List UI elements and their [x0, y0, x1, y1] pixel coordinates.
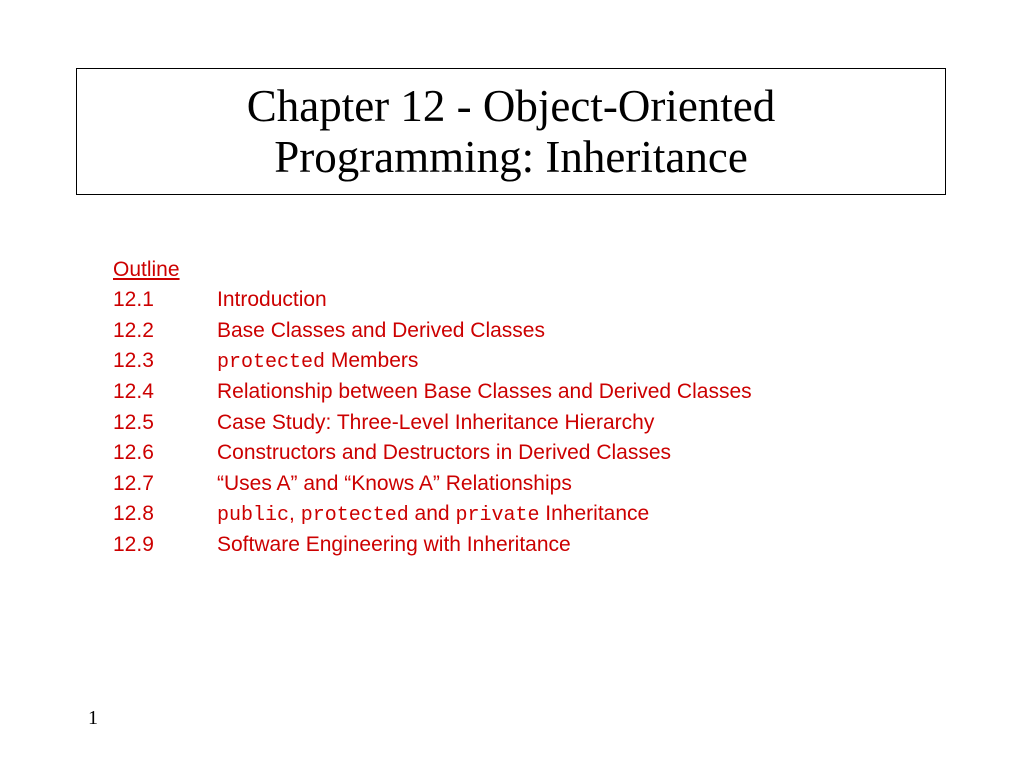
slide-title-line-2: Programming: Inheritance: [274, 132, 748, 182]
outline-item-text: ,: [289, 502, 301, 525]
outline-item-text: and: [408, 502, 456, 525]
code-keyword: public: [217, 504, 290, 527]
outline-item-number: 12.9: [113, 533, 154, 556]
outline-item-title: “Uses A” and “Knows A” Relationships: [217, 472, 572, 495]
outline-heading: Outline: [113, 258, 180, 281]
outline-item-number: 12.1: [113, 288, 154, 311]
outline-item-number: 12.5: [113, 411, 154, 434]
code-keyword: private: [455, 504, 540, 527]
outline-item-number: 12.4: [113, 380, 154, 403]
title-box: [76, 68, 946, 195]
outline-item-title: Relationship between Base Classes and Derived Classes: [217, 380, 752, 403]
outline-item-text: Inheritance: [539, 502, 650, 525]
outline-item-title: Constructors and Destructors in Derived Classes: [217, 441, 672, 464]
code-keyword: protected: [300, 504, 409, 527]
code-keyword: protected: [217, 351, 326, 374]
outline-item-title: Introduction: [217, 288, 327, 311]
outline-item-title: [217, 346, 418, 378]
outline-item-title: Software Engineering with Inheritance: [217, 533, 571, 556]
outline-item-number: 12.6: [113, 441, 154, 464]
outline-item-title: Case Study: Three-Level Inheritance Hierarchy: [217, 411, 655, 434]
outline-item-text: Members: [325, 349, 419, 372]
outline-item-number: 12.2: [113, 319, 154, 342]
outline-item-title: [217, 499, 649, 531]
outline-item-number: 12.7: [113, 472, 154, 495]
outline-item-number: 12.8: [113, 502, 154, 525]
outline-item-title: Base Classes and Derived Classes: [217, 319, 545, 342]
slide-title-line-1: Chapter 12 - Object-Oriented: [246, 81, 776, 131]
page-number: 1: [88, 707, 98, 729]
outline-item-number: 12.3: [113, 349, 154, 372]
